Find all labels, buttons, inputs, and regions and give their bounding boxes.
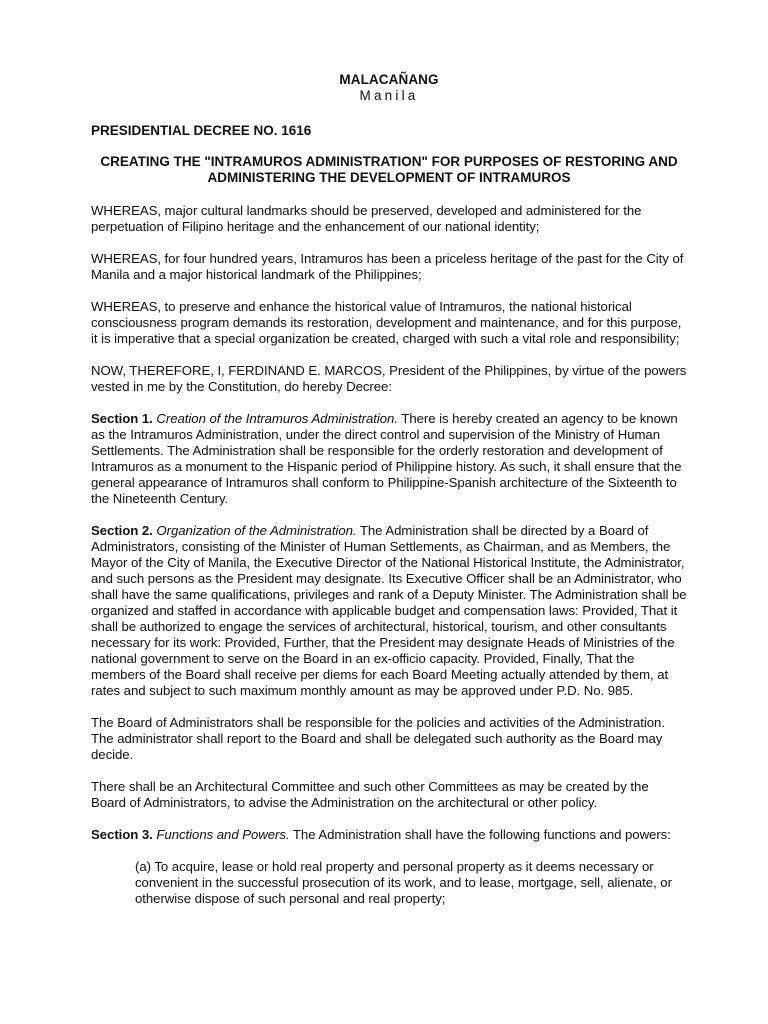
section-1-label: Section 1. xyxy=(91,411,153,426)
section-3-text: The Administration shall have the following functions and powers: xyxy=(292,827,671,842)
section-1 xyxy=(91,411,687,507)
section-2-text: The Administration shall be directed by a Board of Administrators, consisting of the Minister of Human Settlements, as Chairman, and as Members, the Mayor of the City of Manila, the Executive Director of the National Historical Institute, the Administrator, and such persons as the President may designate. Its Executive Officer shall be an Administrator, who shall have the same qualifications, privileges and rank of a Deputy Minister. The Administration shall be organized and staffed in accordance with applicable budget and compensation laws: Provided, That it shall be authorized to engage the services of architectural, historical, tourism, and other consultants necessary for its work: Provided, Further, that the President may designate Heads of Ministries of the national government to serve on the Board in an ex-officio capacity. Provided, Finally, That the members of the Board shall receive per diems for each Board Meeting actually attended by them, at rates and subject to such maximum monthly amount as may be approved under P.D. No. 985. xyxy=(91,523,687,698)
section-2-label: Section 2. xyxy=(91,523,153,538)
now-therefore-clause: NOW, THEREFORE, I, FERDINAND E. MARCOS, President of the Philippines, by virtue of the powers vested in me by the Constitution, do hereby Decree: xyxy=(91,363,687,394)
header-city: Manila xyxy=(359,88,419,103)
header-office: MALACAÑANG xyxy=(339,72,439,87)
section-2-board-paragraph: The Board of Administrators shall be responsible for the policies and activities of the Administration. The administrator shall report to the Board and shall be delegated such authority as the Board may decide. xyxy=(91,715,665,762)
section-3-label: Section 3. xyxy=(91,827,153,842)
whereas-clause-3: WHEREAS, to preserve and enhance the historical value of Intramuros, the national historical consciousness program demands its restoration, development and maintenance, and for this purpose, it is imperative that a special organization be created, charged with such a vital role and responsibility; xyxy=(91,299,682,346)
section-3-item-a: (a) To acquire, lease or hold real property and personal property as it deems necessary or convenient in the successful prosecution of its work, and to lease, mortgage, sell, alienate, or otherwise dispose of such personal and real property; xyxy=(135,859,672,906)
section-2 xyxy=(91,523,687,699)
decree-number: PRESIDENTIAL DECREE NO. 1616 xyxy=(91,123,312,138)
whereas-clause-2: WHEREAS, for four hundred years, Intramuros has been a priceless heritage of the past for the City of Manila and a major historical landmark of the Philippines; xyxy=(91,251,684,282)
section-2-title: Organization of the Administration. xyxy=(156,523,357,538)
section-1-title: Creation of the Intramuros Administration. xyxy=(156,411,398,426)
section-1-text: There is hereby created an agency to be known as the Intramuros Administration, under the direct control and supervision of the Ministry of Human Settlements. The Administration shall be responsible for the orderly restoration and development of Intramuros as a monument to the Hispanic period of Philippine history. As such, it shall ensure that the general appearance of Intramuros shall conform to Philippine-Spanish architecture of the Sixteenth to the Nineteenth Century. xyxy=(91,411,682,506)
decree-title: CREATING THE "INTRAMUROS ADMINISTRATION" FOR PURPOSES OF RESTORING AND ADMINISTERING THE DEVELOPMENT OF INTRAMUROS xyxy=(100,154,678,185)
document-page xyxy=(91,72,687,907)
section-3 xyxy=(91,827,687,843)
whereas-clause-1: WHEREAS, major cultural landmarks should be preserved, developed and administered for the perpetuation of Filipino heritage and the enhancement of our national identity; xyxy=(91,203,642,234)
section-3-title: Functions and Powers. xyxy=(156,827,290,842)
section-2-committee-paragraph: There shall be an Architectural Committee and such other Committees as may be created by the Board of Administrators, to advise the Administration on the architectural or other policy. xyxy=(91,779,649,810)
